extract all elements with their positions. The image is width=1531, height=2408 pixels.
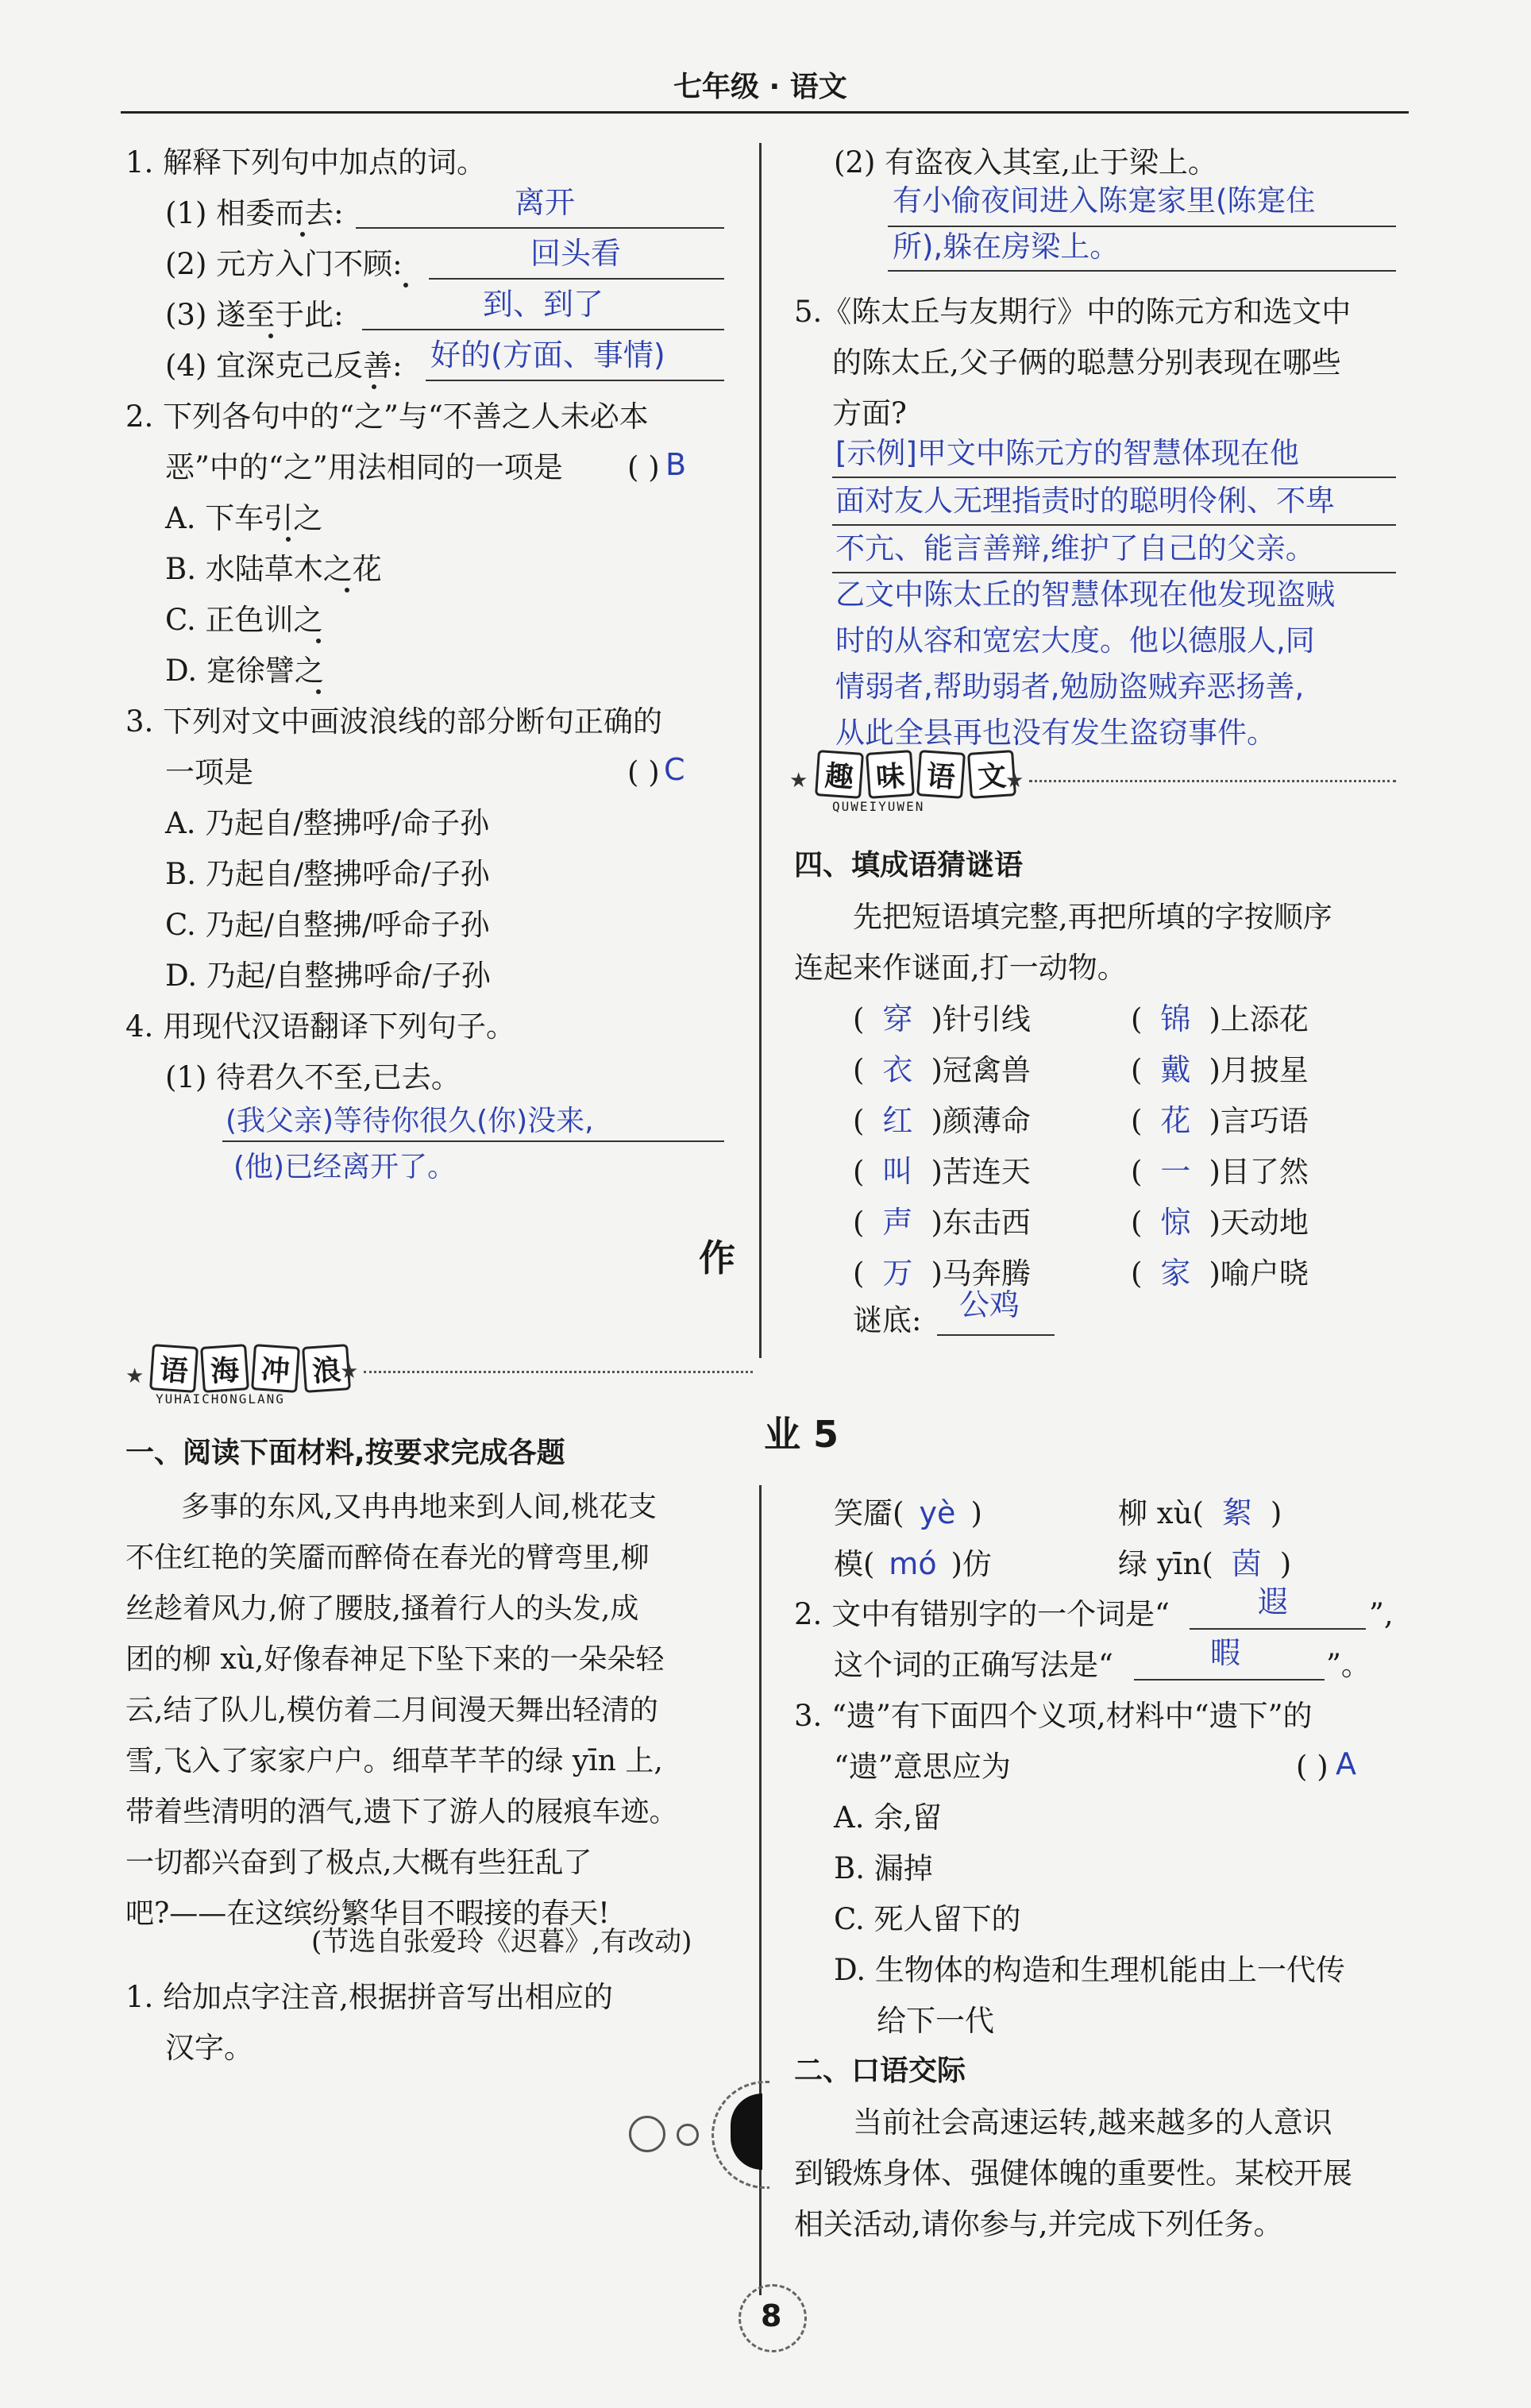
passage-line: 云,结了队儿,模仿着二月间漫天舞出轻清的 xyxy=(125,1694,658,1727)
q3-option-a: A. 乃起自/整拂呼/命子孙 xyxy=(165,806,490,840)
column-divider-top xyxy=(759,143,762,1358)
idiom-answer: 红 xyxy=(882,1103,913,1138)
quwei-intro-1: 先把短语填完整,再把所填的字按顺序 xyxy=(853,900,1332,934)
q1-item-1: (1) 相委而去: xyxy=(165,196,344,230)
idiom-row xyxy=(1131,1052,1309,1087)
idiom-paren-open: ( xyxy=(1131,1002,1143,1036)
q3-paren: ( ) xyxy=(1296,1750,1329,1784)
answer-line xyxy=(832,524,1396,526)
pinyin-item-answer: mó xyxy=(889,1546,937,1581)
idiom-rest: )针引线 xyxy=(931,1002,1031,1036)
q5-answer-line: [示例]甲文中陈元方的智慧体现在他 xyxy=(835,436,1299,470)
idiom-rest: )东击西 xyxy=(931,1206,1031,1240)
page-number: 8 xyxy=(761,2298,782,2333)
yuhai-logo xyxy=(151,1345,349,1391)
star-icon: ★ xyxy=(1005,769,1024,793)
q4-item-2: (2) 有盗夜入其室,止于梁上。 xyxy=(834,145,1217,179)
pinyin-item-answer: 絮 xyxy=(1221,1495,1252,1530)
q3-option-d: D. 生物体的构造和生理机能由上一代传 xyxy=(834,1953,1345,1987)
oral-text-1: 当前社会高速运转,越来越多的人意识 xyxy=(853,2105,1332,2140)
pinyin-item-prefix: 绿 yīn( xyxy=(1118,1547,1213,1581)
oral-section-title: 二、口语交际 xyxy=(794,2055,966,2087)
q1-answer-4: 好的(方面、事情) xyxy=(430,338,665,372)
quwei-intro-2: 连起来作谜面,打一动物。 xyxy=(794,951,1127,985)
idiom-answer: 惊 xyxy=(1160,1205,1191,1240)
logo-char: 冲 xyxy=(251,1344,300,1393)
idiom-row xyxy=(853,1156,1031,1187)
pinyin-item-3 xyxy=(834,1546,992,1581)
q2-option-d: D. 寔徐譬之 xyxy=(165,654,324,688)
pinyin-item-prefix: 柳 xù( xyxy=(1118,1496,1204,1530)
idiom-paren-open: ( xyxy=(1131,1053,1143,1087)
answer-line xyxy=(832,572,1396,573)
q1-stem: 1. 解释下列句中加点的词。 xyxy=(125,145,487,179)
idiom-rest: )颜薄命 xyxy=(931,1104,1031,1138)
pinyin-item-suffix: ) xyxy=(1279,1547,1292,1581)
pinyin-item-1 xyxy=(834,1495,982,1530)
idiom-row xyxy=(1131,1205,1309,1240)
idiom-answer: 穿 xyxy=(882,1001,913,1036)
q4-item-1: (1) 待君久不至,已去。 xyxy=(165,1060,461,1094)
idiom-paren-open: ( xyxy=(853,1206,865,1240)
idiom-paren-open: ( xyxy=(1131,1155,1143,1189)
pinyin-item-suffix: )仿 xyxy=(951,1547,992,1581)
idiom-answer: 锦 xyxy=(1160,1001,1191,1036)
idiom-row xyxy=(853,1256,1031,1291)
q2-answer: B xyxy=(665,447,687,482)
logo-char: 文 xyxy=(967,750,1016,799)
q1-item-4: (4) 宜深克己反善: xyxy=(165,349,403,383)
answer-line xyxy=(888,270,1396,272)
answer-line xyxy=(888,226,1396,227)
q5-stem-3: 方面? xyxy=(832,396,907,430)
q1-item-2: (2) 元方入门不顾: xyxy=(165,247,403,281)
idiom-answer: 花 xyxy=(1160,1103,1191,1138)
q5-answer-line: 从此全县再也没有发生盗窃事件。 xyxy=(835,716,1276,750)
idiom-row xyxy=(853,1205,1031,1240)
pinyin-item-answer: 茵 xyxy=(1231,1546,1262,1581)
riddle-label: 谜底: xyxy=(853,1303,922,1337)
idiom-rest: )冠禽兽 xyxy=(931,1053,1031,1087)
passage-line: 不住红艳的笑靥而醉倚在春光的臂弯里,柳 xyxy=(125,1542,650,1574)
q5-answer-line: 时的从容和宽宏大度。他以德服人,同 xyxy=(835,623,1315,658)
idiom-paren-open: ( xyxy=(1131,1206,1143,1240)
idiom-row xyxy=(1131,1103,1309,1138)
pinyin-item-answer: yè xyxy=(919,1495,956,1530)
q3-option-c: C. 死人留下的 xyxy=(834,1902,1021,1936)
emphasis-dot xyxy=(316,689,321,694)
logo-char: 味 xyxy=(866,750,915,799)
idiom-row xyxy=(853,1001,1031,1036)
passage-line: 一切都兴奋到了极点,大概有些狂乱了 xyxy=(125,1847,592,1879)
idiom-row xyxy=(1131,1256,1309,1291)
decorative-circle xyxy=(629,2116,665,2152)
q3-stem-1: 3. 下列对文中画波浪线的部分断句正确的 xyxy=(125,704,663,739)
logo-char: 海 xyxy=(200,1344,249,1393)
q3-option-a: A. 余,留 xyxy=(834,1800,943,1835)
idiom-row xyxy=(853,1052,1031,1087)
pinyin-item-2 xyxy=(1118,1495,1282,1530)
logo-char: 浪 xyxy=(302,1344,351,1393)
emphasis-dot xyxy=(268,334,273,338)
oral-text-2: 到锻炼身体、强健体魄的重要性。某校开展 xyxy=(794,2156,1352,2190)
yuhai-section-title: 一、阅读下面材料,按要求完成各题 xyxy=(125,1437,565,1469)
quwei-logo xyxy=(816,751,1015,797)
idiom-rest: )马奔腾 xyxy=(931,1256,1031,1291)
q2-paren: ( ) xyxy=(627,450,660,484)
q3-stem-2: “遗”意思应为 xyxy=(834,1750,1011,1784)
idiom-answer: 家 xyxy=(1160,1256,1191,1291)
idiom-paren-open: ( xyxy=(853,1104,865,1138)
idiom-rest: )月披星 xyxy=(1209,1053,1309,1087)
logo-char: 语 xyxy=(916,750,966,799)
star-icon: ★ xyxy=(340,1360,359,1383)
q3-stem-2: 一项是 xyxy=(165,755,253,789)
q2-correct-word: 暇 xyxy=(1210,1635,1241,1670)
homework-title-left: 作 xyxy=(699,1237,735,1279)
idiom-paren-open: ( xyxy=(1131,1256,1143,1291)
passage-line: 丝趁着风力,俯了腰肢,搔着行人的头发,成 xyxy=(125,1592,639,1625)
logo-char: 语 xyxy=(149,1344,199,1393)
emphasis-dot xyxy=(372,384,376,389)
star-icon: ★ xyxy=(789,769,808,793)
answer-line xyxy=(426,380,724,381)
homework-title-right: 业 5 xyxy=(764,1413,839,1456)
emphasis-dot xyxy=(286,537,291,542)
answer-line xyxy=(937,1334,1055,1336)
section-dashed-rule xyxy=(364,1371,753,1373)
idiom-row xyxy=(1131,1156,1309,1187)
q4-stem: 4. 用现代汉语翻译下列句子。 xyxy=(125,1009,516,1044)
q3-option-b: B. 乃起自/整拂呼命/子孙 xyxy=(165,857,490,891)
q4-answer-line-2: (他)已经离开了。 xyxy=(233,1151,457,1183)
q2-line-2-suffix: ”。 xyxy=(1326,1648,1371,1682)
idiom-paren-open: ( xyxy=(853,1256,865,1291)
q3-paren: ( ) xyxy=(627,755,660,789)
q4-2-answer-line-1: 有小偷夜间进入陈寔家里(陈寔住 xyxy=(893,183,1316,218)
answer-line xyxy=(1190,1628,1366,1630)
q2-line-1-prefix: 2. 文中有错别字的一个词是“ xyxy=(794,1597,1170,1631)
q2-line-1-suffix: ”, xyxy=(1369,1597,1394,1631)
q2-option-c: C. 正色训之 xyxy=(165,603,323,637)
idiom-answer: 万 xyxy=(882,1256,913,1291)
pinyin-item-suffix: ) xyxy=(1270,1496,1282,1530)
idiom-answer: 一 xyxy=(1160,1154,1191,1189)
pinyin-item-suffix: ) xyxy=(970,1496,982,1530)
answer-line xyxy=(429,278,724,280)
riddle-answer: 公鸡 xyxy=(959,1287,1020,1322)
q5-answer-line: 不亢、能言善辩,维护了自己的父亲。 xyxy=(835,531,1315,565)
idiom-paren-open: ( xyxy=(853,1002,865,1036)
answer-line xyxy=(356,227,724,229)
emphasis-dot xyxy=(300,232,305,237)
q5-stem-1: 5.《陈太丘与友期行》中的陈元方和选文中 xyxy=(794,295,1352,329)
yuhai-pinyin: YUHAICHONGLANG xyxy=(156,1391,285,1407)
passage-source: (节选自张爱玲《迟暮》,有改动) xyxy=(311,1926,692,1958)
idiom-rest: )喻户晓 xyxy=(1209,1256,1309,1291)
idiom-rest: )天动地 xyxy=(1209,1206,1309,1240)
yuhai-q1-stem-2: 汉字。 xyxy=(165,2031,253,2065)
q3-option-d: D. 乃起/自整拂呼命/子孙 xyxy=(165,959,491,993)
q1-answer-1: 离开 xyxy=(515,185,576,220)
idiom-rest: )上添花 xyxy=(1209,1002,1309,1036)
passage-line: 带着些清明的酒气,遗下了游人的屐痕车迹。 xyxy=(125,1796,678,1828)
idiom-answer: 声 xyxy=(882,1205,913,1240)
idiom-answer: 叫 xyxy=(882,1154,913,1189)
header-rule xyxy=(121,111,1409,114)
emphasis-dot xyxy=(316,639,321,643)
q5-answer-line: 面对友人无理指责时的聪明伶俐、不卑 xyxy=(835,484,1335,518)
passage-line: 多事的东风,又冉冉地来到人间,桃花支 xyxy=(181,1491,657,1523)
q2-stem-2: 恶”中的“之”用法相同的一项是 xyxy=(165,450,563,484)
q2-wrong-word: 遐 xyxy=(1258,1584,1289,1619)
emphasis-dot xyxy=(403,283,408,287)
idiom-rest: )言巧语 xyxy=(1209,1104,1309,1138)
q2-line-2-prefix: 这个词的正确写法是“ xyxy=(834,1648,1113,1682)
emphasis-dot xyxy=(345,588,349,592)
q3-option-d-cont: 给下一代 xyxy=(877,2004,994,2038)
passage-line: 雪,飞入了家家户户。细草芊芊的绿 yīn 上, xyxy=(125,1745,663,1777)
q5-answer-line: 乙文中陈太丘的智慧体现在他发现盗贼 xyxy=(835,577,1335,612)
q4-2-answer-line-2: 所),躲在房梁上。 xyxy=(893,230,1120,264)
passage-line: 吧?——在这缤纷繁华目不暇接的春天! xyxy=(125,1897,610,1930)
quwei-pinyin: QUWEIYUWEN xyxy=(832,799,925,814)
idiom-rest: )目了然 xyxy=(1209,1155,1309,1189)
oral-text-3: 相关活动,请你参与,并完成下列任务。 xyxy=(794,2207,1283,2241)
q2-option-a: A. 下车引之 xyxy=(165,501,323,535)
idiom-paren-open: ( xyxy=(1131,1104,1143,1138)
idiom-row xyxy=(1131,1001,1309,1036)
idiom-paren-open: ( xyxy=(853,1053,865,1087)
q3-option-c: C. 乃起/自整拂/呼命子孙 xyxy=(165,908,490,942)
q2-option-b: B. 水陆草木之花 xyxy=(165,552,382,586)
pinyin-item-4 xyxy=(1118,1546,1292,1581)
logo-char: 趣 xyxy=(815,750,864,799)
q1-item-3: (3) 遂至于此: xyxy=(165,298,344,332)
answer-line xyxy=(832,477,1396,478)
answer-line xyxy=(222,1140,724,1142)
q3-answer: C xyxy=(664,752,685,787)
page-header-title: 七年级 · 语文 xyxy=(673,71,847,103)
passage-line: 团的柳 xù,好像春神足下坠下来的一朵朵轻 xyxy=(125,1643,665,1676)
idiom-row xyxy=(853,1103,1031,1138)
q4-answer-line-1: (我父亲)等待你很久(你)没来, xyxy=(226,1105,594,1137)
idiom-answer: 戴 xyxy=(1160,1052,1191,1087)
q5-stem-2: 的陈太丘,父子俩的聪慧分别表现在哪些 xyxy=(832,345,1341,380)
pinyin-item-prefix: 模( xyxy=(834,1547,875,1581)
idiom-rest: )苦连天 xyxy=(931,1155,1031,1189)
q3-stem-1: 3. “遗”有下面四个义项,材料中“遗下”的 xyxy=(794,1699,1313,1733)
q1-answer-2: 回头看 xyxy=(530,236,622,271)
answer-line xyxy=(1134,1679,1325,1681)
decorative-circle xyxy=(677,2124,699,2146)
q3-answer: A xyxy=(1336,1746,1356,1781)
pinyin-item-prefix: 笑靥( xyxy=(834,1496,904,1530)
q2-stem-1: 2. 下列各句中的“之”与“不善之人未必本 xyxy=(125,399,649,434)
idiom-paren-open: ( xyxy=(853,1155,865,1189)
q3-option-b: B. 漏掉 xyxy=(834,1851,933,1885)
q5-answer-line: 情弱者,帮助弱者,勉励盗贼弃恶扬善, xyxy=(835,670,1305,704)
quwei-section-title: 四、填成语猜谜语 xyxy=(794,849,1024,882)
idiom-answer: 衣 xyxy=(882,1052,913,1087)
answer-line xyxy=(362,329,724,330)
section-dashed-rule xyxy=(1029,780,1396,782)
yuhai-q1-stem-1: 1. 给加点字注音,根据拼音写出相应的 xyxy=(125,1980,613,2014)
star-icon: ★ xyxy=(125,1364,145,1388)
q1-answer-3: 到、到了 xyxy=(483,287,604,322)
